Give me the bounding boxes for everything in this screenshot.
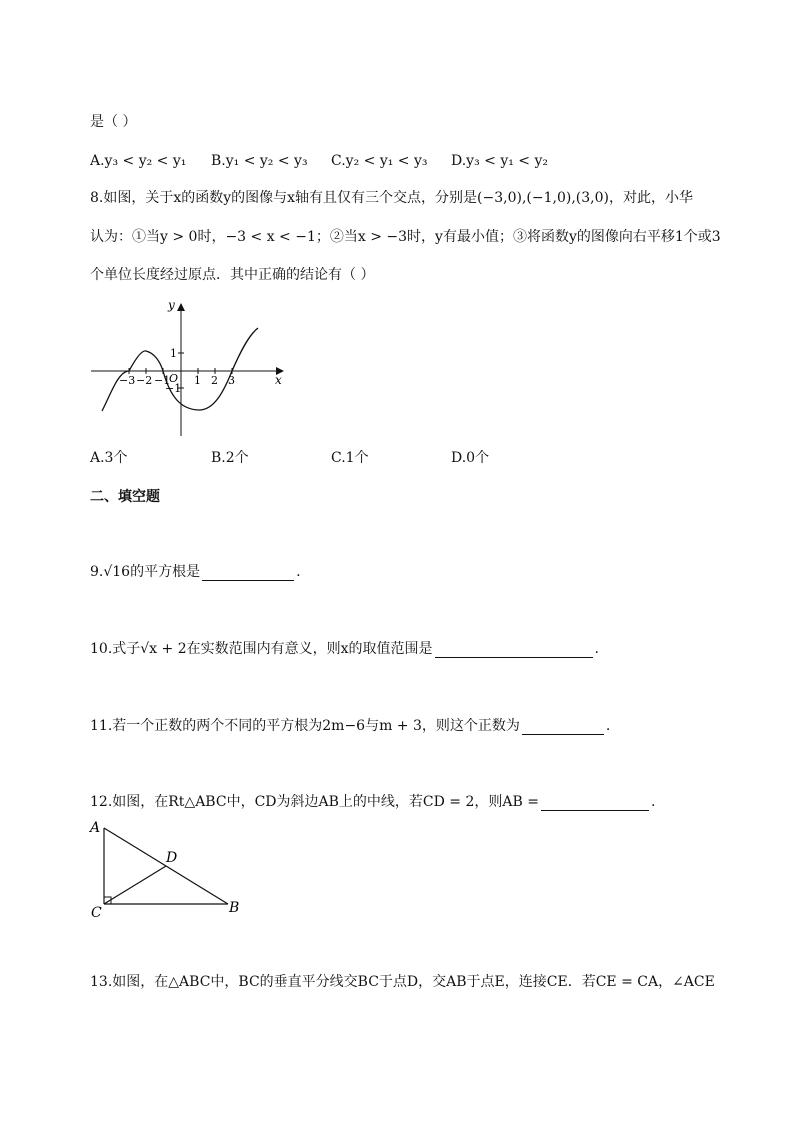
label-b: B bbox=[229, 900, 240, 916]
q9 bbox=[90, 563, 301, 581]
q7-option-d[interactable]: D.y₃ < y₁ < y₂ bbox=[451, 153, 549, 169]
q7-option-a[interactable]: A.y₃ < y₂ < y₁ bbox=[90, 153, 187, 169]
q12-answer-blank[interactable] bbox=[541, 796, 649, 811]
x-tick-neg3: −3 bbox=[119, 374, 136, 387]
x-tick-1: 1 bbox=[194, 374, 201, 387]
q8-function-graph bbox=[88, 296, 298, 441]
x-tick-neg1: −1 bbox=[154, 374, 171, 387]
q9-answer-blank[interactable] bbox=[202, 566, 294, 581]
q7-option-b[interactable]: B.y₁ < y₂ < y₃ bbox=[211, 153, 308, 169]
x-tick-2: 2 bbox=[211, 374, 218, 387]
q9-text: 9.√16的平方根是 bbox=[90, 564, 201, 580]
q10-period: . bbox=[594, 641, 599, 657]
section-title: 二、填空题 bbox=[90, 489, 160, 505]
q12-period: . bbox=[650, 794, 656, 810]
q11-answer-blank[interactable] bbox=[522, 720, 604, 735]
q12-triangle-figure bbox=[86, 816, 256, 926]
function-curve bbox=[102, 328, 258, 411]
x-tick-neg2: −2 bbox=[136, 374, 153, 387]
label-c: C bbox=[91, 905, 102, 921]
q7-tail: 是（ ） bbox=[90, 114, 137, 130]
q10-answer-blank[interactable] bbox=[435, 643, 593, 658]
label-a: A bbox=[90, 820, 101, 836]
q9-period: . bbox=[296, 564, 301, 580]
q11-text: 11.若一个正数的两个不同的平方根为2m−6与m + 3，则这个正数为 bbox=[90, 718, 520, 734]
q10-text: 10.式子√x + 2在实数范围内有意义，则x的取值范围是 bbox=[90, 641, 433, 657]
q7-option-c[interactable]: C.y₂ < y₁ < y₃ bbox=[331, 153, 428, 169]
q8-line-3: 个单位长度经过原点．其中正确的结论有（ ） bbox=[90, 267, 375, 283]
q12 bbox=[90, 793, 655, 811]
q13: 13.如图，在△ABC中，BC的垂直平分线交BC于点D，交AB于点E，连接CE．若CE = CA，∠ACE bbox=[90, 974, 715, 990]
q8-option-d[interactable]: D.0个 bbox=[451, 450, 490, 466]
graph-origin-label: O bbox=[169, 372, 179, 385]
x-tick-3: 3 bbox=[228, 374, 235, 387]
graph-x-label: x bbox=[275, 373, 282, 387]
graph-y-label: y bbox=[168, 298, 175, 312]
q12-text: 12.如图，在Rt△ABC中，CD为斜边AB上的中线，若CD = 2，则AB = bbox=[90, 794, 539, 810]
q11-period: . bbox=[605, 718, 611, 734]
q8-option-c[interactable]: C.1个 bbox=[331, 450, 369, 466]
label-d: D bbox=[166, 850, 178, 866]
q8-option-b[interactable]: B.2个 bbox=[211, 450, 249, 466]
q10 bbox=[90, 640, 599, 658]
q8-line-1: 8.如图，关于x的函数y的图像与x轴有且仅有三个交点，分别是(−3,0),(−1,0),(3,0)，对此，小华 bbox=[90, 190, 693, 206]
y-tick-1: 1 bbox=[170, 347, 177, 360]
q8-line-2: 认为：①当y > 0时，−3 < x < −1；②当x > −3时，y有最小值；③将函数y的图像向右平移1个或3 bbox=[90, 229, 721, 245]
q8-option-a[interactable]: A.3个 bbox=[90, 450, 128, 466]
q11 bbox=[90, 717, 610, 735]
median-cd bbox=[104, 866, 166, 904]
y-tick-neg1: −1 bbox=[165, 382, 182, 395]
